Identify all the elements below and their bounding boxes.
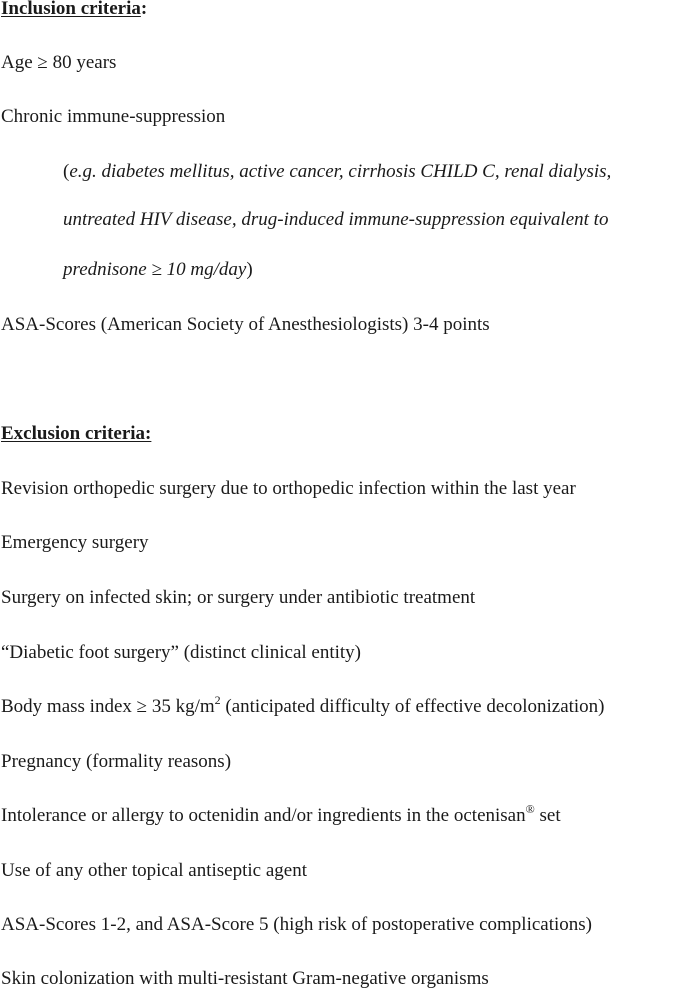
immunosuppression-examples-line-2: untreated HIV disease, drug-induced immune-suppression equivalent to xyxy=(63,209,609,230)
inclusion-item-asa: ASA-Scores (American Society of Anesthesiologists) 3-4 points xyxy=(1,314,490,335)
paren-close: ) xyxy=(246,259,253,280)
examples-text-3: prednisone ≥ 10 mg/day xyxy=(63,259,247,280)
exclusion-item-revision: Revision orthopedic surgery due to orthopedic infection within the last year xyxy=(1,478,576,499)
examples-text-1: e.g. diabetes mellitus, active cancer, cirrhosis CHILD C, renal dialysis, xyxy=(69,161,612,182)
exclusion-item-gram-negative: Skin colonization with multi-resistant Gram-negative organisms xyxy=(1,968,489,989)
inclusion-heading-colon: : xyxy=(140,0,148,19)
exclusion-item-antiseptic: Use of any other topical antiseptic agent xyxy=(1,860,308,881)
exclusion-item-diabetic-foot: “Diabetic foot surgery” (distinct clinical entity) xyxy=(1,642,361,663)
exclusion-item-intolerance xyxy=(1,804,561,828)
inclusion-heading xyxy=(1,0,147,21)
immunosuppression-examples-line-3 xyxy=(63,258,253,282)
intolerance-text-after: set xyxy=(534,805,561,826)
registered-mark: ® xyxy=(525,802,535,816)
bmi-text: Body mass index ≥ 35 kg/m xyxy=(1,696,215,717)
bmi-text-after: (anticipated difficulty of effective decolonization) xyxy=(220,696,605,717)
inclusion-heading-text: Inclusion criteria xyxy=(1,0,141,19)
exclusion-item-infected-skin: Surgery on infected skin; or surgery under antibiotic treatment xyxy=(1,587,476,608)
exclusion-item-asa: ASA-Scores 1-2, and ASA-Score 5 (high risk of postoperative complications) xyxy=(1,914,593,935)
exclusion-item-emergency: Emergency surgery xyxy=(1,532,149,553)
inclusion-item-age: Age ≥ 80 years xyxy=(1,52,117,73)
bmi-superscript: 2 xyxy=(214,693,221,707)
intolerance-text: Intolerance or allergy to octenidin and/or ingredients in the octenisan xyxy=(1,805,526,826)
exclusion-item-bmi xyxy=(1,695,605,719)
immunosuppression-examples-line-1 xyxy=(63,160,611,184)
exclusion-heading: Exclusion criteria: xyxy=(1,423,152,444)
inclusion-item-immunosuppression: Chronic immune-suppression xyxy=(1,106,226,127)
exclusion-item-pregnancy: Pregnancy (formality reasons) xyxy=(1,751,232,772)
paren-open: ( xyxy=(63,161,70,182)
